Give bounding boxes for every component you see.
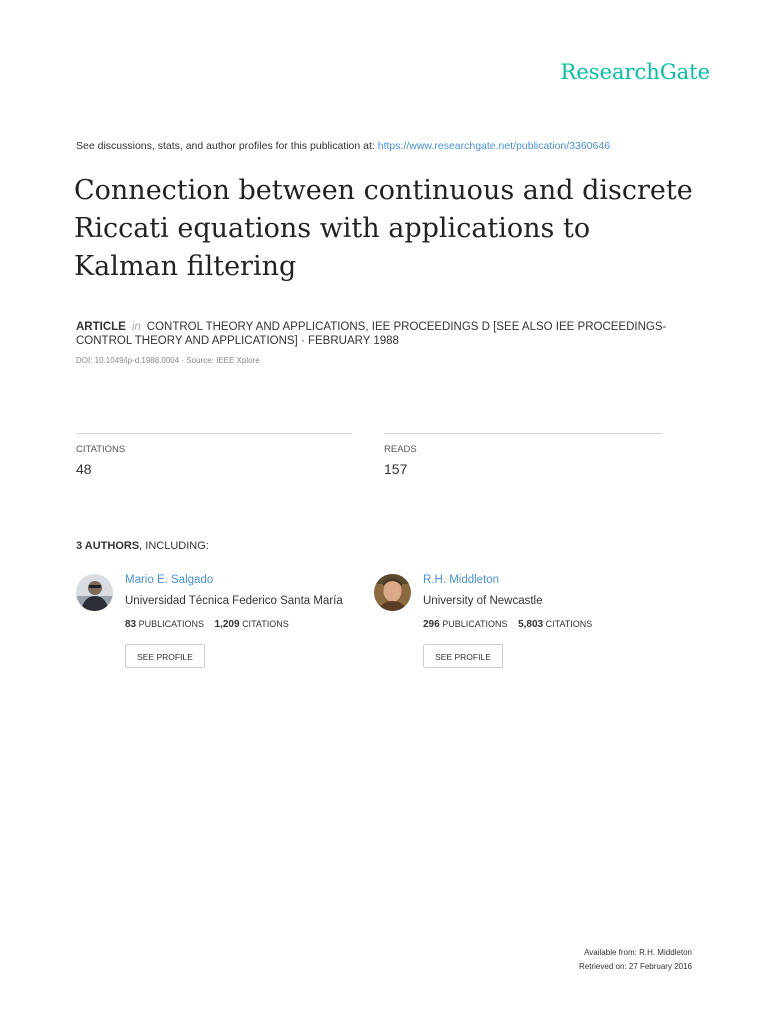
publication-meta (76, 320, 686, 348)
author-institution: Universidad Técnica Federico Santa María (125, 595, 343, 607)
publication-venue: CONTROL THEORY AND APPLICATIONS, IEE PROCEEDINGS D [SEE ALSO IEE PROCEEDINGS-CONTROL THEORY AND APPLICATIONS] · FEBRUARY 1988 (76, 321, 667, 347)
researchgate-logo[interactable]: ResearchGate (560, 60, 710, 84)
available-from: Available from: R.H. Middleton (584, 948, 692, 957)
footer (579, 946, 692, 974)
author-card (76, 574, 356, 674)
publication-link[interactable]: https://www.researchgate.net/publication/3360646 (377, 140, 611, 152)
publication-type: ARTICLE (76, 321, 126, 333)
avatar[interactable] (76, 574, 113, 611)
reads-divider (384, 433, 662, 434)
citations-label: CITATIONS (76, 444, 126, 455)
publications-label: PUBLICATIONS (442, 619, 508, 629)
publication-title: Connection between continuous and discrete Riccati equations with applications to Kalman filtering (74, 175, 693, 282)
author-card (374, 574, 654, 674)
intro-line (76, 140, 610, 152)
author-institution: University of Newcastle (423, 595, 543, 607)
author-name[interactable]: Mario E. Salgado (125, 574, 214, 586)
publications-count: 296 (423, 619, 440, 630)
citations-label: CITATIONS (545, 619, 593, 629)
author-stats (125, 619, 289, 630)
reads-label: READS (384, 444, 417, 455)
retrieved-on: Retrieved on: 27 February 2016 (579, 962, 692, 971)
authors-count: 3 AUTHORS (76, 540, 140, 552)
author-stats (423, 619, 592, 630)
citations-count: 1,209 (214, 619, 240, 630)
authors-heading (76, 540, 209, 552)
author-name[interactable]: R.H. Middleton (423, 574, 500, 586)
see-profile-button[interactable]: SEE PROFILE (125, 644, 205, 668)
citations-divider (76, 433, 352, 434)
reads-count: 157 (384, 461, 408, 477)
publications-label: PUBLICATIONS (138, 619, 204, 629)
citations-count: 48 (76, 461, 92, 477)
see-profile-button[interactable]: SEE PROFILE (423, 644, 503, 668)
avatar[interactable] (374, 574, 411, 611)
citations-count: 5,803 (518, 619, 544, 630)
authors-suffix: , INCLUDING: (139, 540, 209, 552)
citations-label: CITATIONS (242, 619, 289, 629)
publications-count: 83 (125, 619, 137, 630)
doi-source: DOI: 10.1049/ip-d.1988.0004 · Source: IEEE Xplore (76, 356, 260, 365)
in-label: in (131, 321, 141, 333)
intro-text: See discussions, stats, and author profiles for this publication at: (76, 140, 378, 152)
